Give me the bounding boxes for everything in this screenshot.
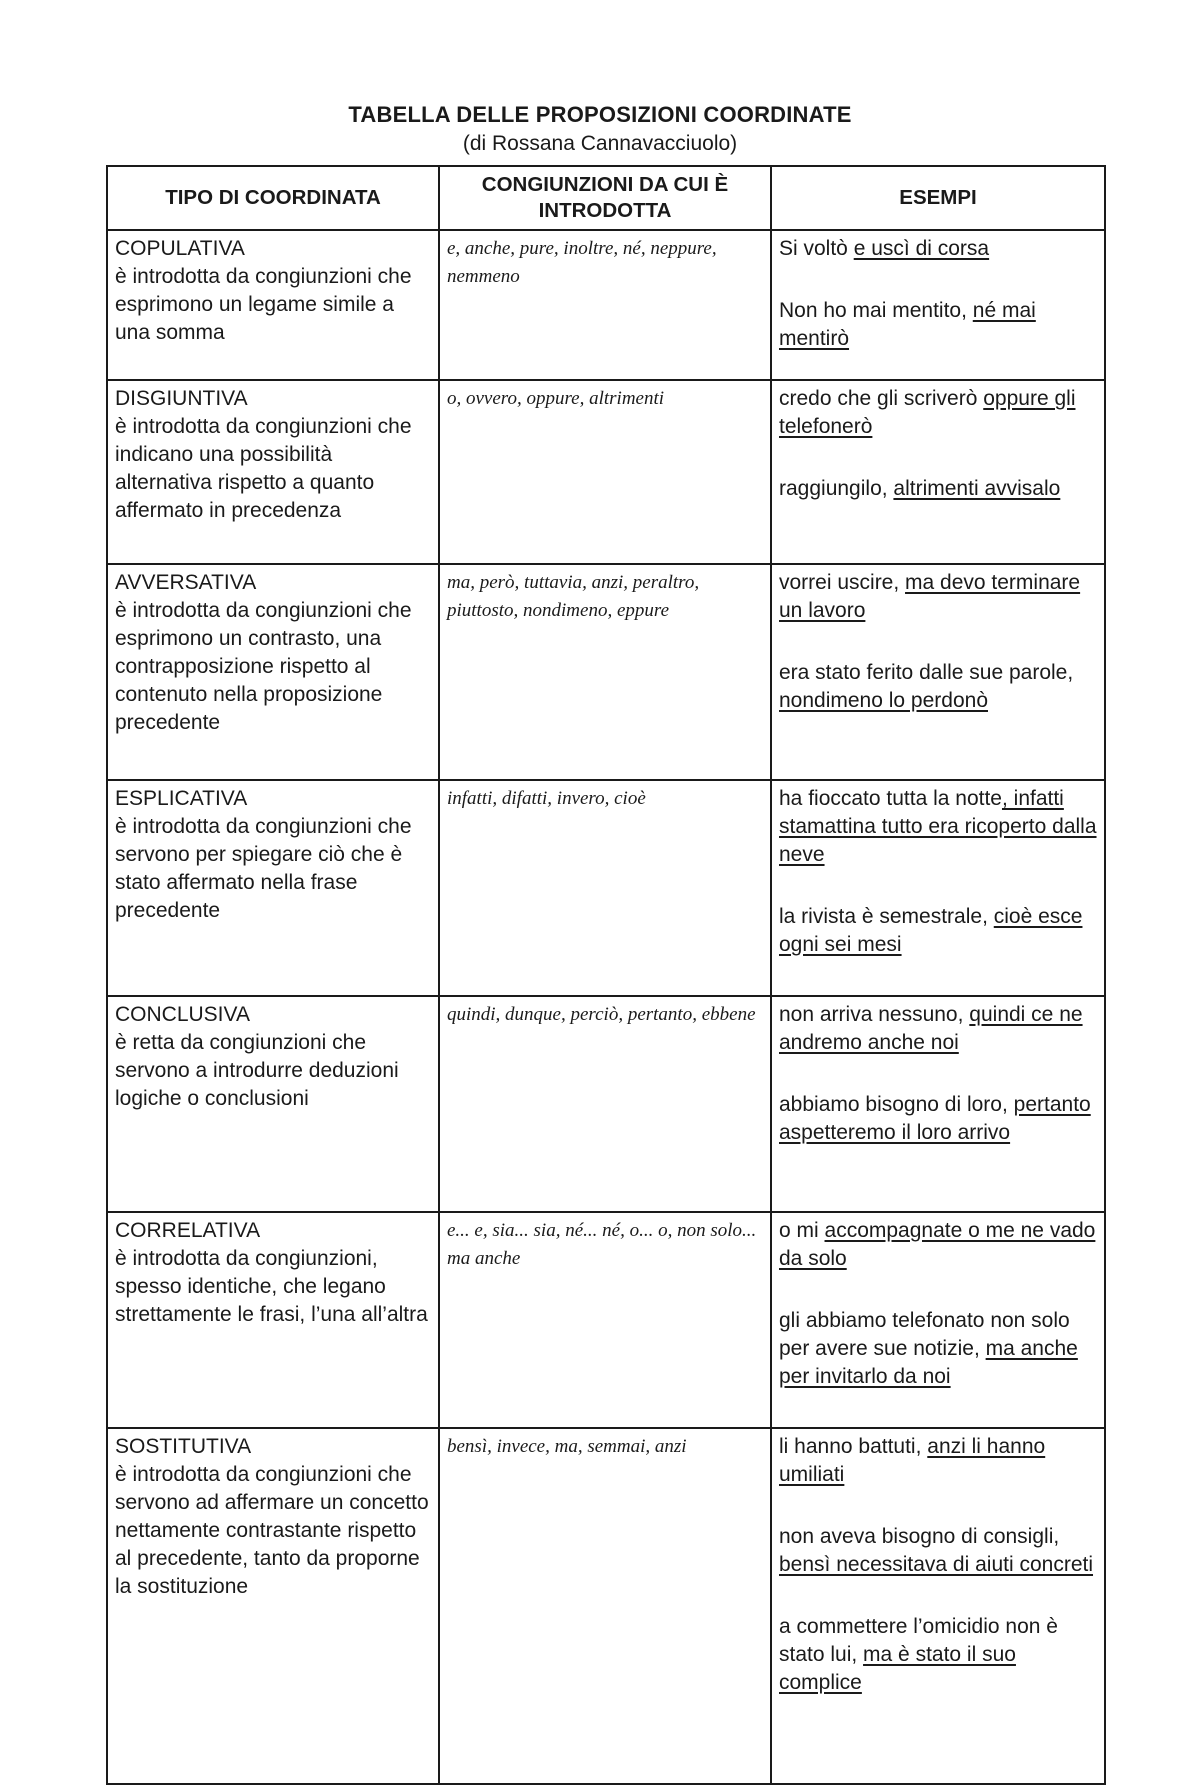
table-row <box>107 380 1105 564</box>
example-sentence <box>779 569 1098 625</box>
type-name: SOSTITUTIVA <box>115 1435 252 1458</box>
example-main-clause: li hanno battuti, <box>779 1435 928 1458</box>
conjunctions-cell <box>439 1212 771 1428</box>
coordinate-table <box>106 165 1106 1785</box>
example-coordinate-clause: quindi ce ne andremo anche noi <box>779 1003 1083 1054</box>
example-sentence <box>779 659 1098 715</box>
example-main-clause: Non ho mai mentito, <box>779 299 973 322</box>
example-main-clause: Si voltò <box>779 237 854 260</box>
example-coordinate-clause: anzi li hanno umiliati <box>779 1435 1046 1486</box>
type-name: DISGIUNTIVA <box>115 387 248 410</box>
conjunctions-list: e, anche, pure, inoltre, né, neppure, nemmeno <box>447 238 717 287</box>
example-coordinate-clause: nondimeno lo perdonò <box>779 689 988 712</box>
example-sentence <box>779 1001 1098 1057</box>
example-main-clause: a commettere l’omicidio non è stato lui, <box>779 1615 1058 1666</box>
type-name: CONCLUSIVA <box>115 1003 250 1026</box>
type-name: CORRELATIVA <box>115 1219 261 1242</box>
conjunctions-list: infatti, difatti, invero, cioè <box>447 788 646 809</box>
example-sentence <box>779 1217 1098 1273</box>
type-cell <box>107 564 439 780</box>
conjunctions-list: quindi, dunque, perciò, pertanto, ebbene <box>447 1004 756 1025</box>
conjunctions-cell <box>439 780 771 996</box>
conjunctions-cell <box>439 996 771 1212</box>
example-coordinate-clause: ma devo terminare un lavoro <box>779 571 1081 622</box>
example-coordinate-clause: , infatti stamattina tutto era ricoperto dalla neve <box>779 787 1097 866</box>
document-subtitle: (di Rossana Cannavacciuolo) <box>462 132 738 155</box>
table-row <box>107 1428 1105 1784</box>
example-sentence <box>779 385 1098 441</box>
example-coordinate-clause: oppure gli telefonerò <box>779 387 1076 438</box>
conjunctions-list: o, ovvero, oppure, altrimenti <box>447 388 665 409</box>
examples-cell <box>771 1212 1105 1428</box>
type-cell <box>107 1428 439 1784</box>
examples-cell <box>771 230 1105 380</box>
document-title: TABELLA DELLE PROPOSIZIONI COORDINATE <box>348 102 852 127</box>
examples-cell <box>771 780 1105 996</box>
type-description: è introdotta da congiunzioni che esprimono un legame simile a una somma <box>115 265 412 344</box>
example-main-clause: credo che gli scriverò <box>779 387 984 410</box>
example-main-clause: non aveva bisogno di consigli, <box>779 1525 1060 1548</box>
example-sentence <box>779 1613 1098 1697</box>
table-row <box>107 564 1105 780</box>
type-cell <box>107 380 439 564</box>
conjunctions-cell <box>439 564 771 780</box>
table-header-row <box>107 166 1105 230</box>
table-row <box>107 996 1105 1212</box>
example-main-clause: ha fioccato tutta la notte <box>779 787 1002 810</box>
table-row <box>107 230 1105 380</box>
examples-cell <box>771 564 1105 780</box>
example-sentence <box>779 903 1098 959</box>
conjunctions-list: bensì, invece, ma, semmai, anzi <box>447 1436 687 1457</box>
type-cell <box>107 230 439 380</box>
example-main-clause: raggiungilo, <box>779 477 894 500</box>
type-name: ESPLICATIVA <box>115 787 248 810</box>
table-row <box>107 1212 1105 1428</box>
type-description: è introdotta da congiunzioni, spesso identiche, che legano strettamente le frasi, l’una all’altra <box>115 1247 428 1326</box>
type-name: AVVERSATIVA <box>115 571 257 594</box>
table-body <box>107 230 1105 1784</box>
type-cell <box>107 780 439 996</box>
table-row <box>107 780 1105 996</box>
example-coordinate-clause: né mai mentirò <box>779 299 1036 350</box>
example-main-clause: gli abbiamo telefonato non solo per avere sue notizie, <box>779 1309 1070 1360</box>
type-description: è retta da congiunzioni che servono a introdurre deduzioni logiche o conclusioni <box>115 1031 399 1110</box>
example-main-clause: vorrei uscire, <box>779 571 906 594</box>
example-main-clause: la rivista è semestrale, <box>779 905 994 928</box>
type-description: è introdotta da congiunzioni che esprimono un contrasto, una contrapposizione rispetto al contenuto nella proposizione precedente <box>115 599 412 734</box>
example-sentence <box>779 785 1098 869</box>
type-cell <box>107 1212 439 1428</box>
conjunctions-list: ma, però, tuttavia, anzi, peraltro, piuttosto, nondimeno, eppure <box>447 572 700 621</box>
example-sentence <box>779 1307 1098 1391</box>
example-coordinate-clause: ma anche per invitarlo da noi <box>779 1337 1078 1388</box>
type-name: COPULATIVA <box>115 237 245 260</box>
example-main-clause: era stato ferito dalle sue parole, <box>779 661 1074 684</box>
examples-cell <box>771 1428 1105 1784</box>
example-sentence <box>779 235 1098 263</box>
conjunctions-cell <box>439 1428 771 1784</box>
example-sentence <box>779 1523 1098 1579</box>
type-cell <box>107 996 439 1212</box>
example-coordinate-clause: e uscì di corsa <box>853 237 990 260</box>
example-coordinate-clause: pertanto aspetteremo il loro arrivo <box>779 1093 1091 1144</box>
example-sentence <box>779 1091 1098 1147</box>
example-sentence <box>779 297 1098 353</box>
type-description: è introdotta da congiunzioni che servono ad affermare un concetto nettamente contrastante rispetto al precedente, tanto da proporne la sostituzione <box>115 1463 429 1598</box>
example-main-clause: abbiamo bisogno di loro, <box>779 1093 1014 1116</box>
examples-cell <box>771 996 1105 1212</box>
examples-cell <box>771 380 1105 564</box>
type-description: è introdotta da congiunzioni che servono per spiegare ciò che è stato affermato nella frase precedente <box>115 815 412 922</box>
example-coordinate-clause: ma è stato il suo complice <box>779 1643 1016 1694</box>
example-main-clause: non arriva nessuno, <box>779 1003 970 1026</box>
example-coordinate-clause: accompagnate o me ne vado da solo <box>779 1219 1096 1270</box>
header-congiunzioni: CONGIUNZIONI DA CUI È INTRODOTTA <box>439 166 771 230</box>
type-description: è introdotta da congiunzioni che indicano una possibilità alternativa rispetto a quanto affermato in precedenza <box>115 415 412 522</box>
example-sentence <box>779 1433 1098 1489</box>
header-tipo: TIPO DI COORDINATA <box>107 166 439 230</box>
example-coordinate-clause: cioè esce ogni sei mesi <box>779 905 1083 956</box>
example-coordinate-clause: altrimenti avvisalo <box>893 477 1061 500</box>
header-esempi: ESEMPI <box>771 166 1105 230</box>
conjunctions-cell <box>439 380 771 564</box>
conjunctions-cell <box>439 230 771 380</box>
conjunctions-list: e... e, sia... sia, né... né, o... o, non solo... ma anche <box>447 1220 757 1269</box>
example-coordinate-clause: bensì necessitava di aiuti concreti <box>779 1553 1094 1576</box>
example-sentence <box>779 475 1098 503</box>
example-main-clause: o mi <box>779 1219 825 1242</box>
